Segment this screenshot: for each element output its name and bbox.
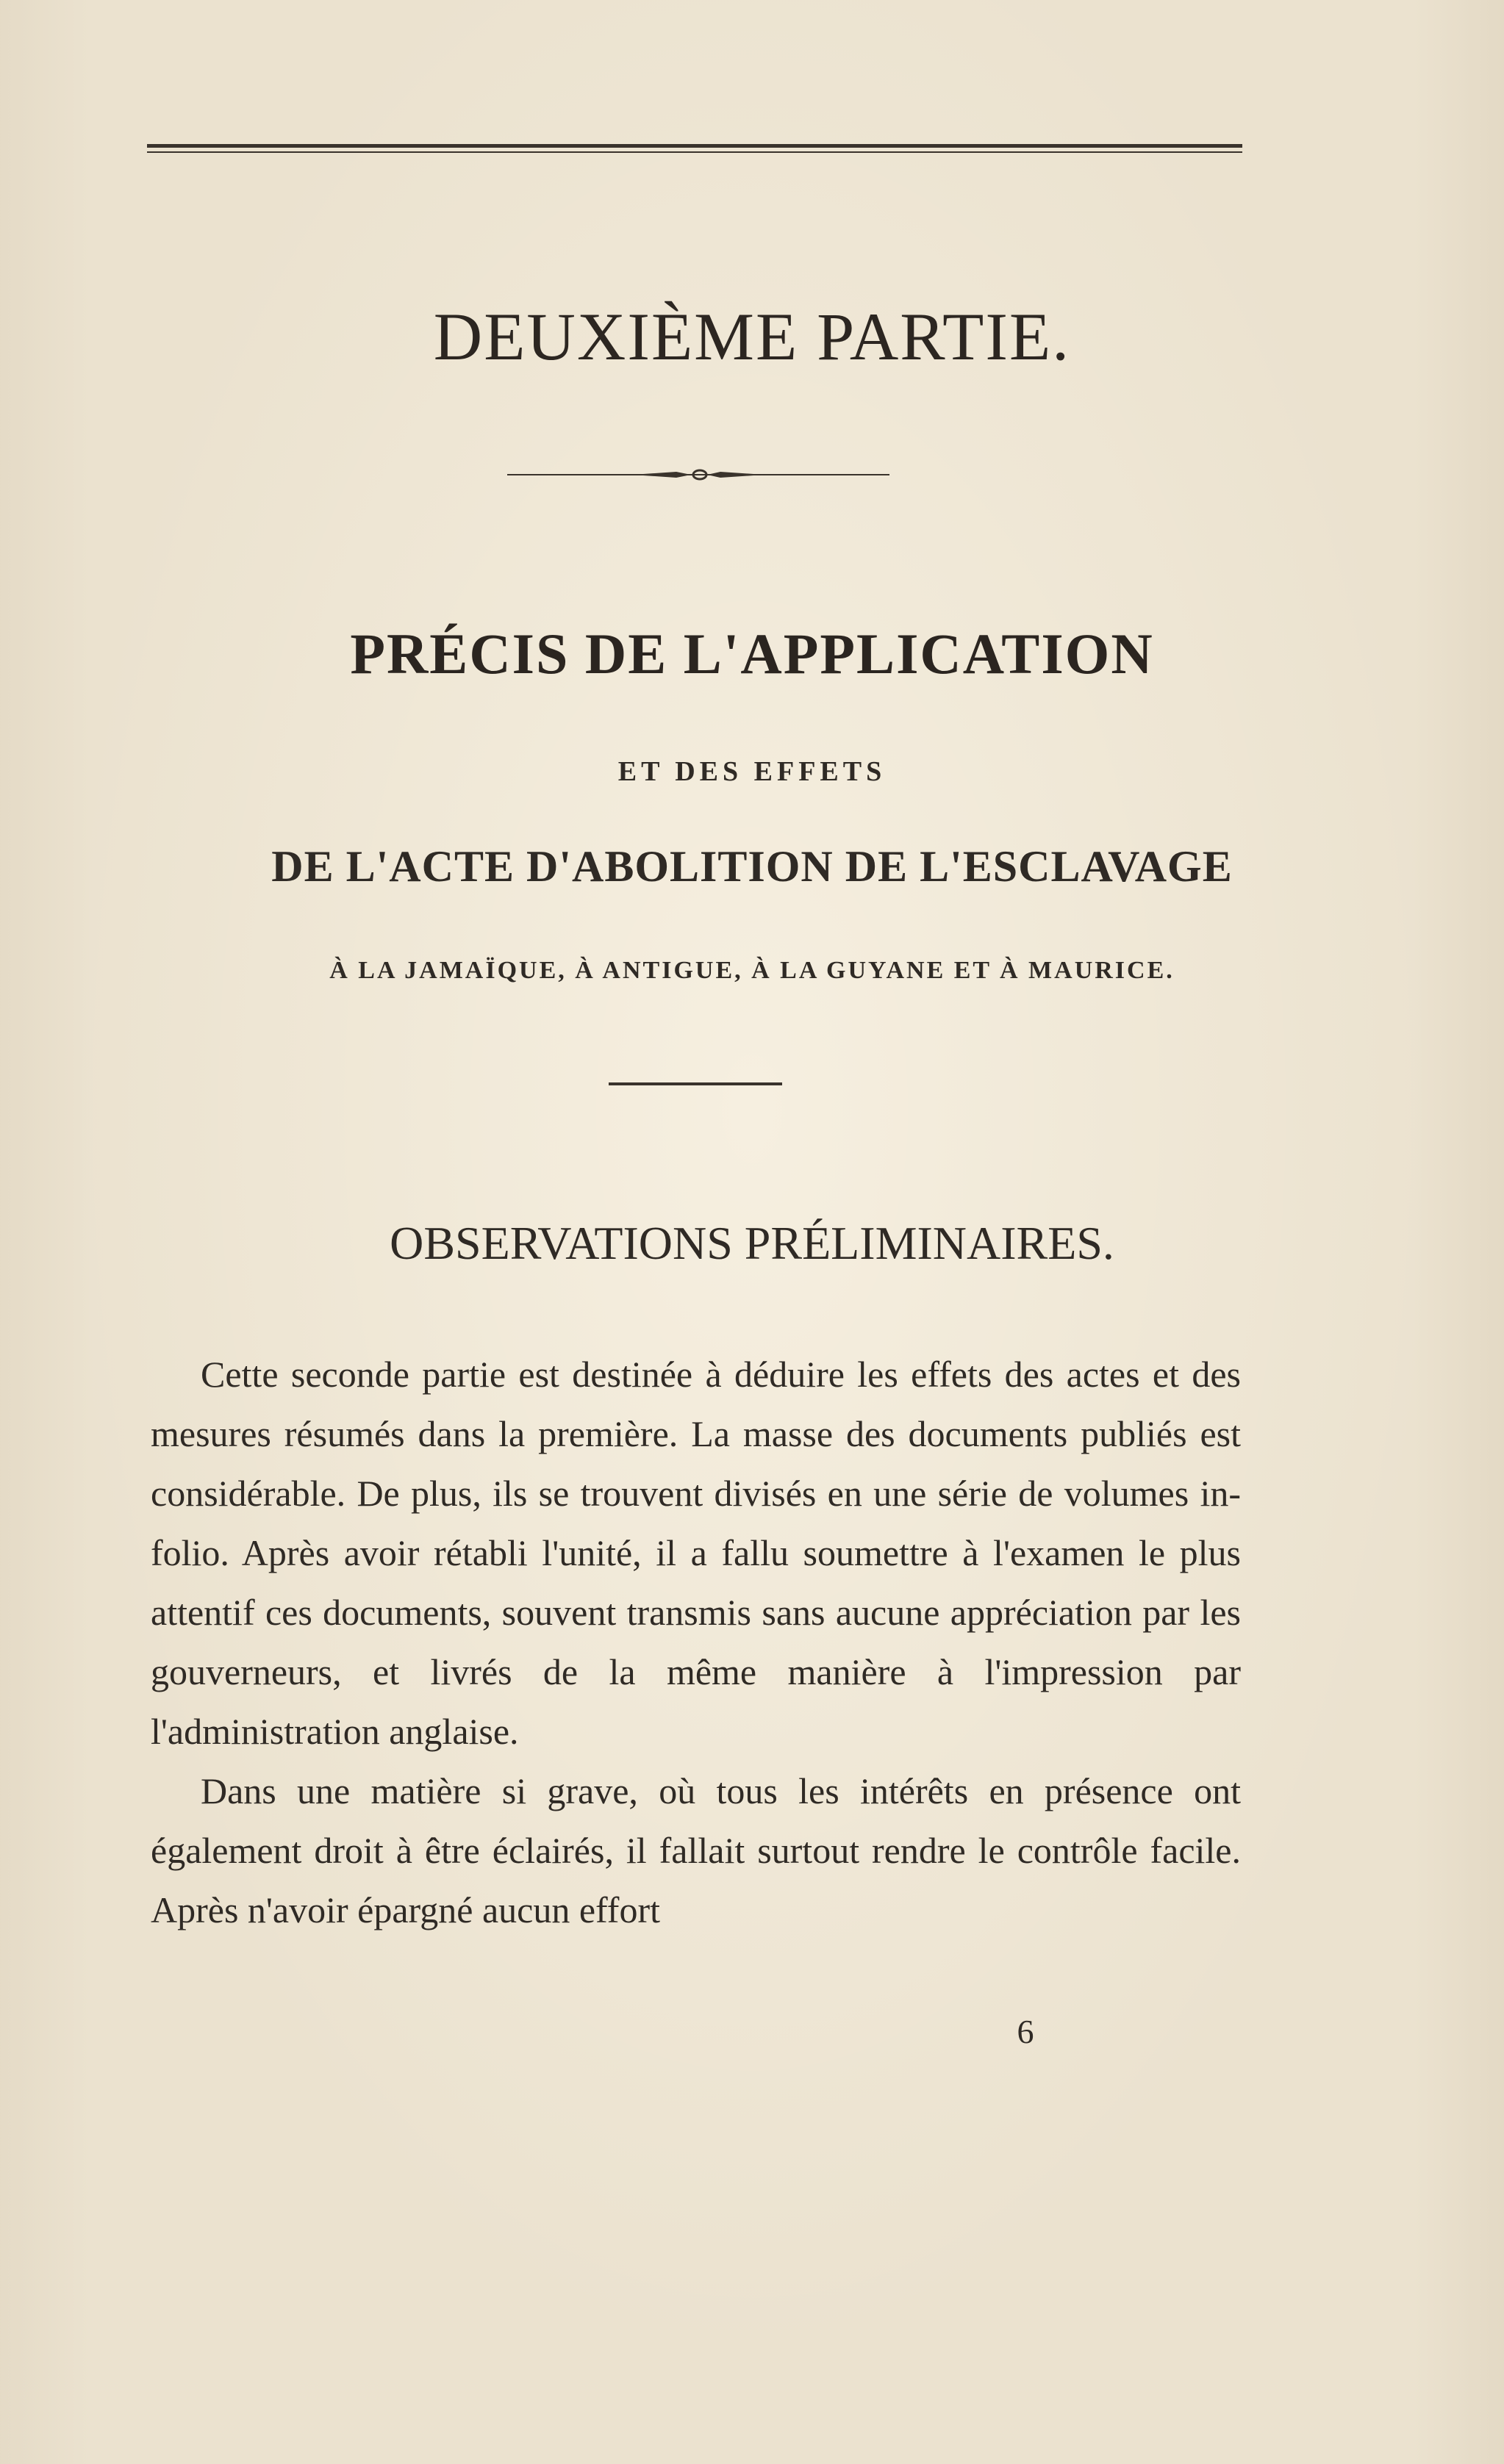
subtitle-abolition-act: DE L'ACTE D'ABOLITION DE L'ESCLAVAGE [271, 842, 1233, 891]
paragraph-1: Cette seconde partie est destinée à déduire les effets des actes et des mesures résumés dans la première. La masse des documents publiés est considérable. De plus, ils se trouvent divisés en une série de volumes in-folio. Après avoir rétabli l'unité, il a fallu soumettre à l'examen le plus attentif ces documents, souvent transmis sans aucune appréciation par les gouverneurs, et livrés de la même manière à l'impression par l'administration anglaise. [151, 1354, 1241, 1752]
subtitle-places: À LA JAMAÏQUE, À ANTIGUE, À LA GUYANE ET À MAURICE. [329, 957, 1175, 984]
section-title: OBSERVATIONS PRÉLIMINAIRES. [390, 1217, 1114, 1269]
body-text [151, 1345, 1241, 1940]
paragraph-2: Dans une matière si grave, où tous les intérêts en présence ont également droit à être éclairés, il fallait surtout rendre le contrôle facile. Après n'avoir épargné aucun effort [151, 1770, 1241, 1930]
subtitle-effects: ET DES EFFETS [617, 756, 887, 787]
part-title: DEUXIÈME PARTIE. [433, 299, 1071, 374]
thin-rule-line [147, 151, 1242, 153]
thick-rule-line [147, 144, 1242, 148]
signature-mark: 6 [1017, 2013, 1034, 2050]
ornament-divider [507, 469, 889, 481]
double-rule-top [147, 144, 1242, 154]
main-title: PRÉCIS DE L'APPLICATION [350, 622, 1154, 686]
short-rule-divider [609, 1082, 782, 1085]
